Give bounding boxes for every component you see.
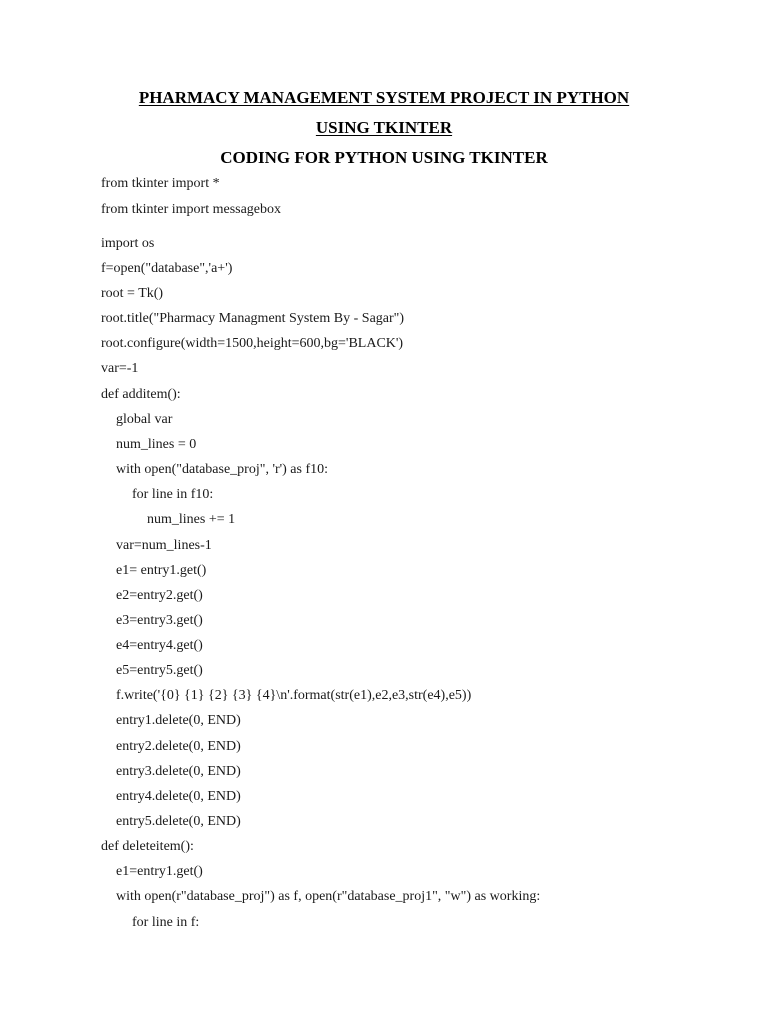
code-line: e3=entry3.get(): [116, 613, 203, 628]
code-line: def additem():: [101, 387, 181, 402]
code-line: from tkinter import *: [101, 176, 220, 191]
code-line: global var: [116, 412, 173, 427]
code-line: e5=entry5.get(): [116, 663, 203, 678]
code-line: f.write('{0} {1} {2} {3} {4}\n'.format(str(e1),e2,e3,str(e4),e5)): [116, 688, 472, 703]
code-line: e1= entry1.get(): [116, 563, 207, 578]
section-heading: CODING FOR PYTHON USING TKINTER: [220, 148, 548, 167]
code-line: num_lines = 0: [116, 437, 197, 452]
code-line: import os: [101, 236, 155, 251]
code-line: entry3.delete(0, END): [116, 764, 241, 779]
document-title-line-1: PHARMACY MANAGEMENT SYSTEM PROJECT IN PYTHON: [138, 88, 630, 107]
code-line: e4=entry4.get(): [116, 638, 203, 653]
code-line: root = Tk(): [101, 286, 164, 301]
document-title-line-2: USING TKINTER: [315, 118, 453, 137]
code-line: e1=entry1.get(): [116, 864, 203, 879]
code-line: for line in f:: [132, 915, 200, 930]
code-line: entry2.delete(0, END): [116, 739, 241, 754]
code-line: from tkinter import messagebox: [101, 202, 282, 217]
code-line: entry1.delete(0, END): [116, 713, 241, 728]
code-line: root.title("Pharmacy Managment System By - Sagar"): [101, 311, 405, 326]
code-line: entry4.delete(0, END): [116, 789, 241, 804]
code-line: f=open("database",'a+'): [101, 261, 233, 276]
code-line: root.configure(width=1500,height=600,bg='BLACK'): [101, 336, 404, 351]
code-line: for line in f10:: [132, 487, 214, 502]
code-line: e2=entry2.get(): [116, 588, 203, 603]
code-line: entry5.delete(0, END): [116, 814, 241, 829]
code-line: with open("database_proj", 'r') as f10:: [116, 462, 329, 477]
code-line: var=num_lines-1: [116, 538, 212, 553]
code-line: with open(r"database_proj") as f, open(r"database_proj1", "w") as working:: [116, 889, 541, 904]
code-line: num_lines += 1: [147, 512, 236, 527]
code-line: def deleteitem():: [101, 839, 194, 854]
code-line: var=-1: [101, 361, 139, 376]
